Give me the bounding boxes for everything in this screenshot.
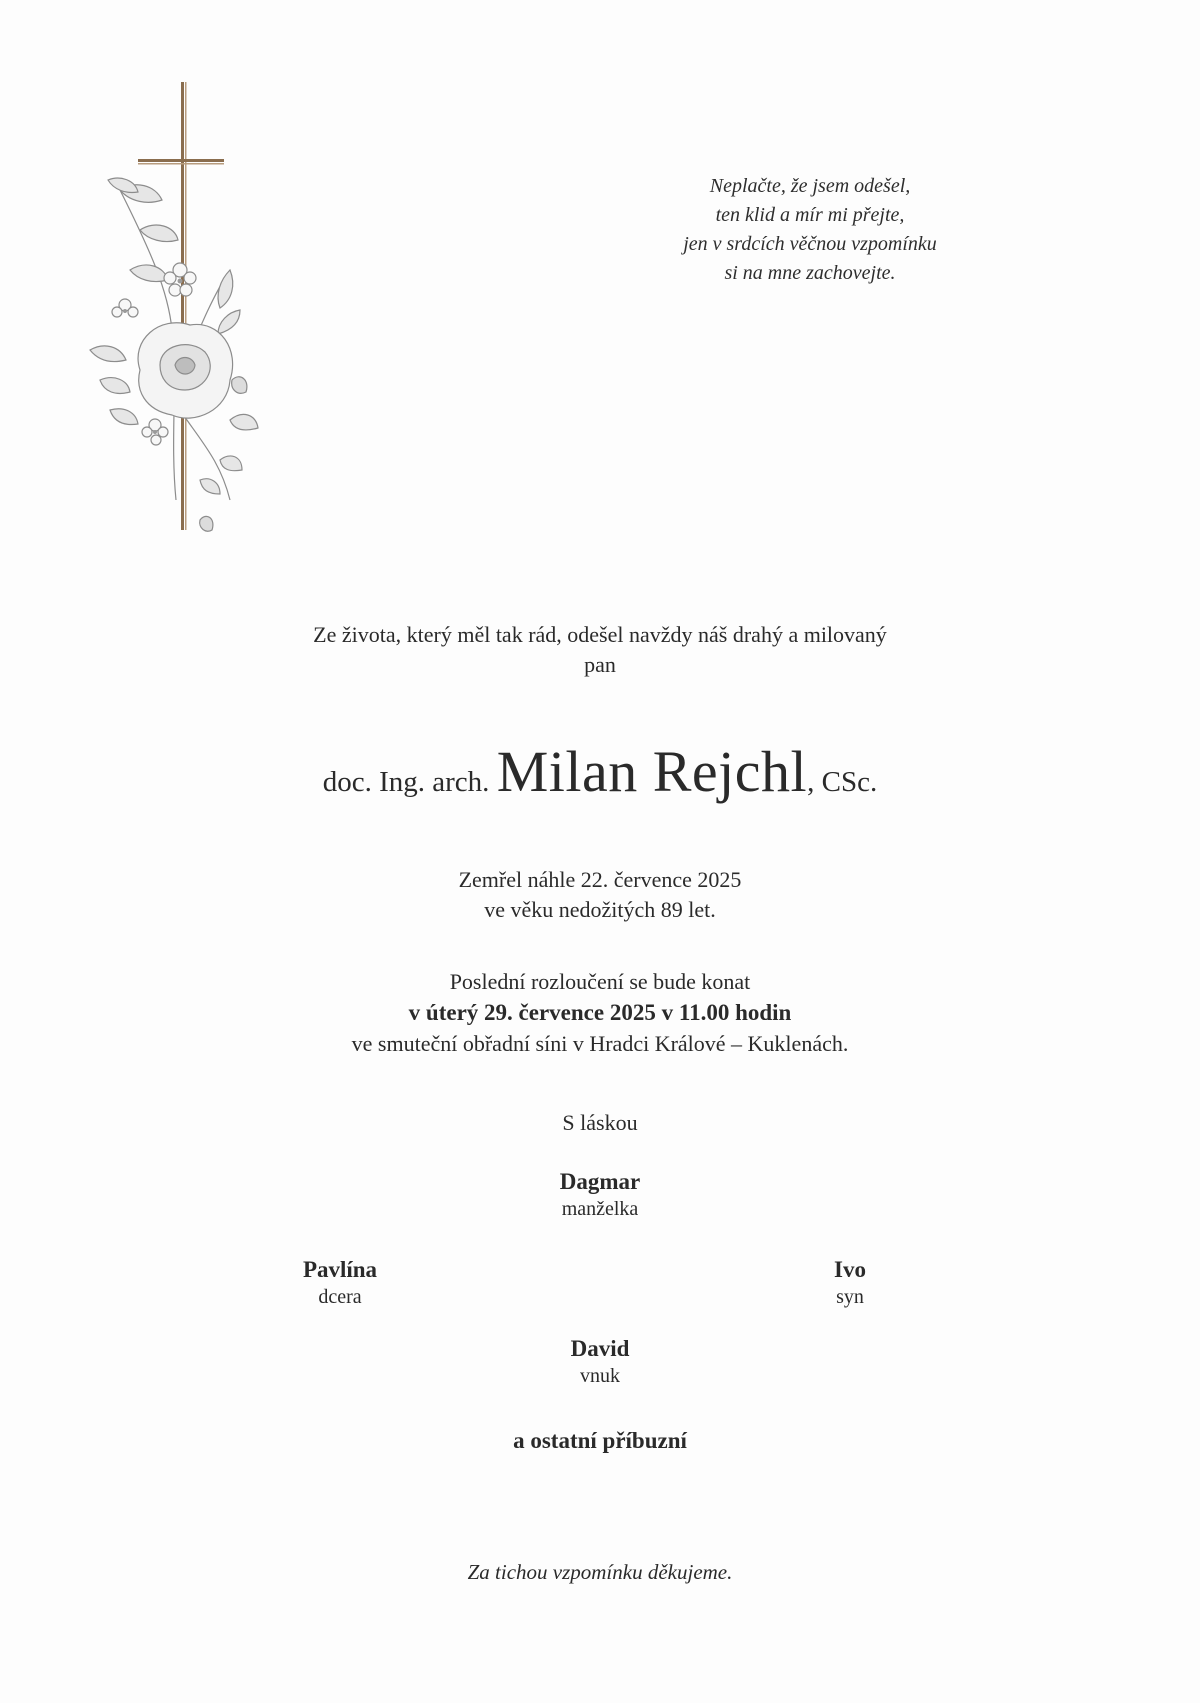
with-love: S láskou: [562, 1110, 638, 1135]
deceased-name: [0, 738, 1200, 805]
name-main: Milan Rejchl: [496, 739, 808, 804]
verse-line: si na mne zachovejte.: [724, 262, 896, 284]
name-prefix: doc. Ing. arch.: [322, 766, 497, 798]
farewell-intro: Poslední rozloučení se bude konat: [449, 969, 751, 994]
cross-with-flowers-illustration: [80, 80, 280, 550]
memorial-verse: [600, 172, 1020, 288]
intro-line: Ze života, který měl tak rád, odešel navždy náš drahý a milovaný: [313, 622, 887, 647]
verse-line: Neplačte, že jsem odešel,: [709, 175, 911, 197]
farewell-info: [0, 966, 1200, 1059]
mourner-name: David: [570, 1336, 630, 1361]
cross-icon: [138, 82, 224, 530]
flower-bouquet-icon: [90, 178, 258, 531]
mourner-name: Dagmar: [559, 1169, 641, 1194]
farewell-datetime: v úterý 29. července 2025 v 11.00 hodin: [408, 1000, 792, 1025]
intro-text: [0, 620, 1200, 680]
mourner-role: dcera: [318, 1286, 362, 1308]
death-info: [0, 865, 1200, 925]
mourner-son: [700, 1256, 1000, 1310]
intro-line: pan: [584, 652, 616, 677]
mourner-grandson: [450, 1335, 750, 1389]
mourner-wife: [450, 1168, 750, 1222]
death-date: Zemřel náhle 22. července 2025: [458, 867, 742, 892]
mourner-role: vnuk: [580, 1365, 620, 1387]
mourner-name: Pavlína: [302, 1257, 378, 1282]
thanks-line: Za tichou vzpomínku děkujeme.: [467, 1560, 733, 1584]
death-age: ve věku nedožitých 89 let.: [484, 897, 716, 922]
name-suffix: , CSc.: [807, 766, 878, 798]
mourner-role: manželka: [561, 1198, 639, 1220]
mourner-name: Ivo: [834, 1257, 866, 1282]
farewell-location: ve smuteční obřadní síni v Hradci Králové – Kuklenách.: [351, 1031, 849, 1056]
mourner-role: syn: [836, 1286, 864, 1308]
verse-line: jen v srdcích věčnou vzpomínku: [683, 233, 937, 255]
other-relatives: a ostatní příbuzní: [513, 1428, 687, 1453]
verse-line: ten klid a mír mi přejte,: [715, 204, 905, 226]
mourner-daughter: [190, 1256, 490, 1310]
